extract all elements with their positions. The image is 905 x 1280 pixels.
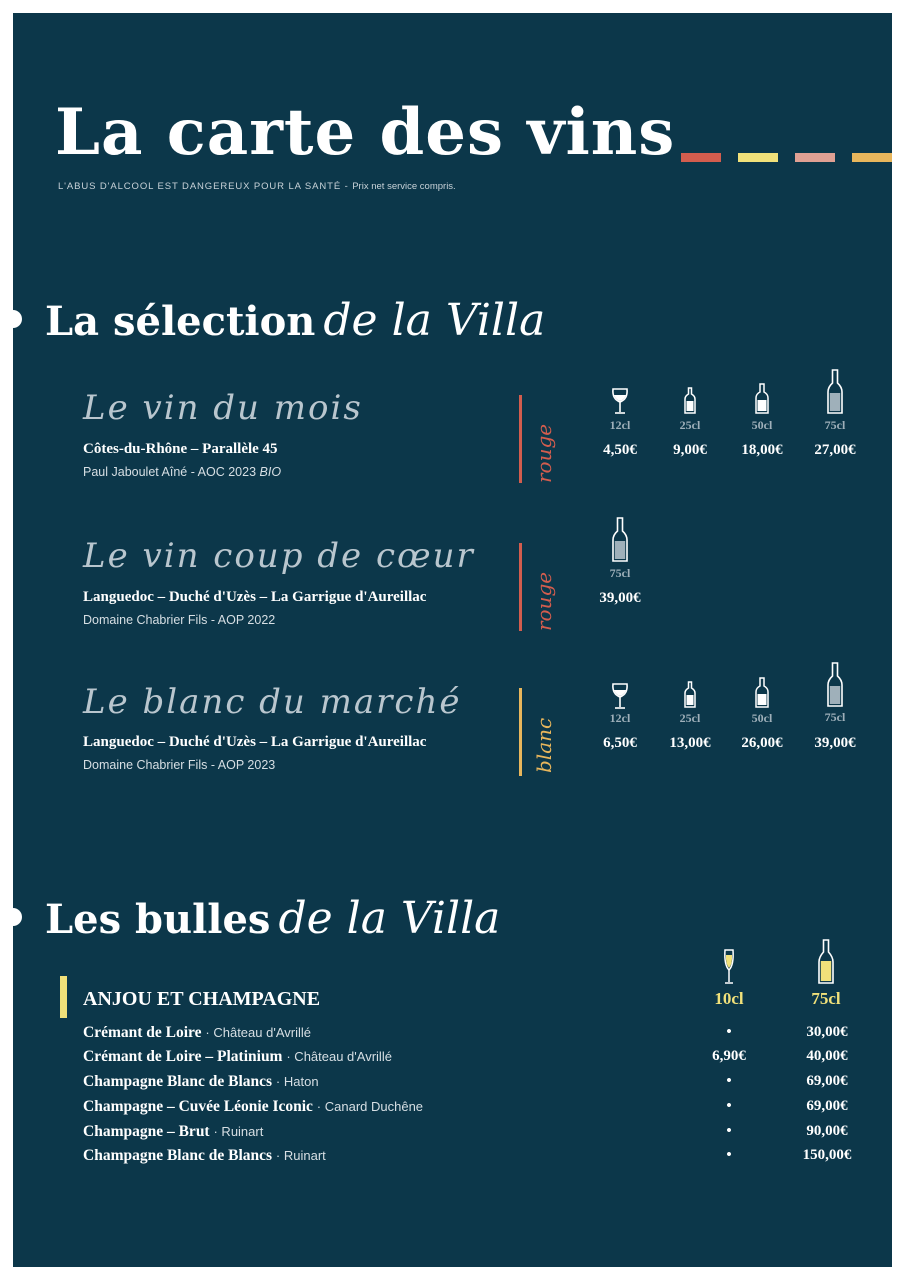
list-item (83, 1073, 883, 1095)
price-75cl: 90,00€ (806, 1123, 848, 1139)
wine-glass-icon (610, 387, 630, 415)
price-75cl: 69,00€ (806, 1098, 848, 1114)
section-bullet (13, 908, 22, 926)
size-column-75cl (803, 662, 867, 708)
item-house: · Ruinart (213, 1124, 264, 1139)
wine-type-label: rouge (532, 423, 556, 483)
item-house: · Château d'Avrillé (205, 1025, 311, 1040)
size-label: 25cl (679, 418, 701, 432)
price-75cl: 150,00€ (802, 1147, 852, 1163)
bio-tag: BIO (259, 465, 282, 479)
bulles-title-script: de la Villa (278, 893, 501, 944)
wine-bottle-icon (826, 369, 844, 415)
item-house: · Château d'Avrillé (286, 1049, 392, 1064)
price-75cl: 69,00€ (806, 1073, 848, 1089)
accent-dash-1 (681, 153, 721, 162)
category-label: Le blanc du marché (83, 682, 462, 722)
wine-bottle-icon (611, 517, 629, 563)
size-column-25cl (658, 681, 722, 709)
size-column-12cl (588, 387, 652, 415)
group-title: ANJOU ET CHAMPAGNE (83, 988, 321, 1010)
small-bottle-icon (683, 681, 697, 709)
list-item (83, 1147, 883, 1169)
price: 6,50€ (603, 735, 637, 751)
size-label: 50cl (751, 711, 773, 725)
price: 39,00€ (814, 735, 856, 751)
item-house: · Haton (275, 1074, 319, 1089)
accent-dash-2 (738, 153, 778, 162)
category-label: Le vin coup de cœur (83, 536, 475, 576)
size-column-50cl (730, 677, 794, 709)
size-column-12cl (588, 682, 652, 710)
size-label: 75cl (824, 418, 846, 432)
group-accent-bar (60, 976, 67, 1018)
size-label: 25cl (679, 711, 701, 725)
accent-dash-3 (795, 153, 835, 162)
champagne-bottle-icon (817, 939, 835, 985)
size-label: 12cl (609, 418, 631, 432)
price-10cl: • (726, 1123, 732, 1139)
size-column-25cl (658, 387, 722, 415)
size-label: 75cl (824, 710, 846, 724)
small-bottle-icon (683, 387, 697, 415)
medium-bottle-icon (754, 677, 770, 709)
price: 13,00€ (669, 735, 711, 751)
list-item (83, 1123, 883, 1145)
price: 39,00€ (599, 590, 641, 606)
size-column-10cl (697, 949, 761, 985)
list-item (83, 1098, 883, 1120)
size-label: 75cl (609, 566, 631, 580)
section-bullet (13, 310, 22, 328)
item-name: Champagne Blanc de Blancs (83, 1073, 273, 1090)
bulles-title: Les bulles (45, 896, 271, 943)
size-header-75cl: 75cl (811, 989, 841, 1008)
wine-producer: Paul Jaboulet Aîné - AOC 2023 BIO (83, 465, 282, 479)
wine-producer: Domaine Chabrier Fils - AOP 2023 (83, 758, 276, 772)
champagne-flute-icon (722, 949, 736, 985)
bulles-heading (45, 893, 501, 944)
wine-type-label: rouge (532, 571, 556, 631)
item-name: Crémant de Loire – Platinium (83, 1048, 283, 1065)
list-item (83, 1048, 883, 1070)
size-column-50cl (730, 383, 794, 415)
price-10cl: 6,90€ (712, 1048, 746, 1064)
wine-type-label: blanc (532, 717, 556, 773)
price-75cl: 40,00€ (806, 1048, 848, 1064)
price: 27,00€ (814, 442, 856, 458)
item-name: Champagne – Cuvée Léonie Iconic (83, 1098, 313, 1115)
price-note: Prix net service compris. (352, 181, 456, 192)
price: 9,00€ (673, 442, 707, 458)
health-disclaimer: L'ABUS D'ALCOOL EST DANGEREUX POUR LA SANTÉ - (58, 181, 349, 192)
disclaimer-line (58, 181, 456, 192)
accent-dash-4 (852, 153, 892, 162)
category-label: Le vin du mois (83, 388, 363, 428)
wine-menu-page (13, 13, 892, 1267)
wine-producer: Domaine Chabrier Fils - AOP 2022 (83, 613, 276, 627)
price-10cl: • (726, 1098, 732, 1114)
wine-type-bar (519, 395, 522, 483)
wine-type-bar (519, 688, 522, 776)
wine-glass-icon (610, 682, 630, 710)
list-item (83, 1024, 883, 1046)
wine-bottle-icon (826, 662, 844, 708)
item-name: Crémant de Loire (83, 1024, 202, 1041)
size-column-75cl (588, 517, 652, 563)
size-label: 50cl (751, 418, 773, 432)
selection-heading (45, 295, 546, 346)
price: 18,00€ (741, 442, 783, 458)
page-title: La carte des vins (55, 95, 676, 170)
medium-bottle-icon (754, 383, 770, 415)
size-header-10cl: 10cl (714, 989, 744, 1008)
wine-name: Côtes-du-Rhône – Parallèle 45 (83, 441, 278, 457)
item-house: · Canard Duchêne (316, 1099, 424, 1114)
size-label: 12cl (609, 711, 631, 725)
selection-title: La sélection (45, 298, 316, 345)
wine-name: Languedoc – Duché d'Uzès – La Garrigue d'Aureillac (83, 734, 427, 750)
item-house: · Ruinart (275, 1148, 326, 1163)
wine-type-bar (519, 543, 522, 631)
price: 26,00€ (741, 735, 783, 751)
price-10cl: • (726, 1147, 732, 1163)
size-column-75cl (794, 939, 858, 985)
price-10cl: • (726, 1073, 732, 1089)
price-10cl: • (726, 1024, 732, 1040)
item-name: Champagne – Brut (83, 1123, 210, 1140)
price: 4,50€ (603, 442, 637, 458)
price-75cl: 30,00€ (806, 1024, 848, 1040)
selection-title-script: de la Villa (323, 295, 546, 346)
wine-name: Languedoc – Duché d'Uzès – La Garrigue d'Aureillac (83, 589, 427, 605)
item-name: Champagne Blanc de Blancs (83, 1147, 273, 1164)
size-column-75cl (803, 369, 867, 415)
